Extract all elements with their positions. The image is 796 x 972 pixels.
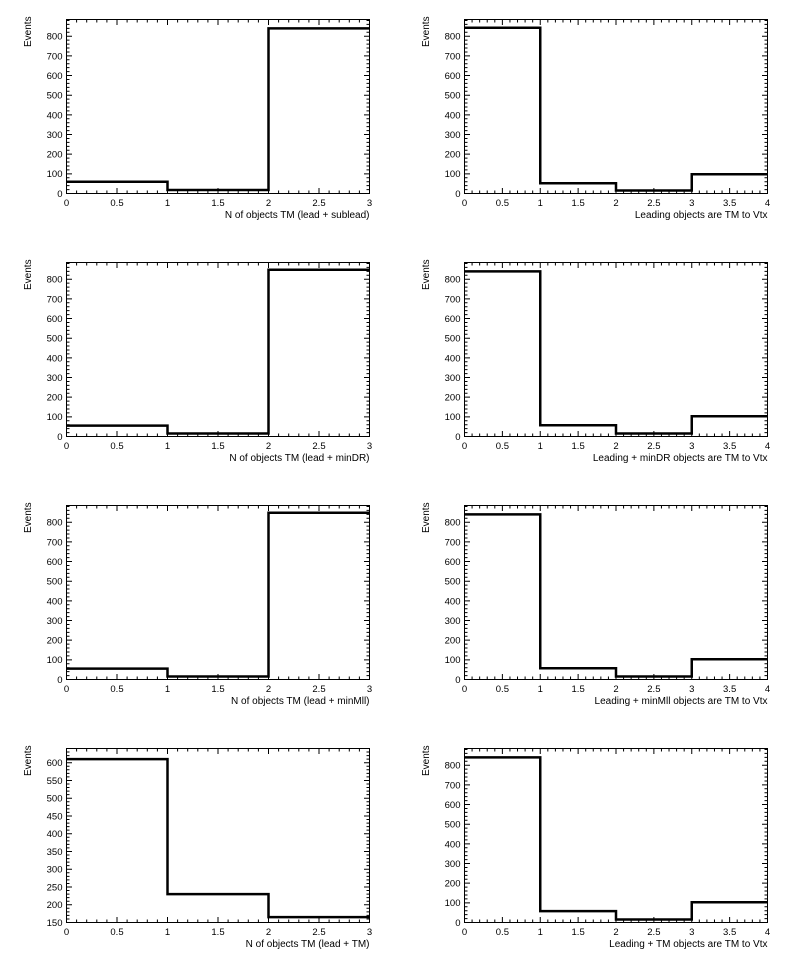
x-tick-label: 3	[366, 684, 373, 695]
y-tick-label: 200	[46, 635, 63, 647]
x-tick-label: 2	[265, 684, 272, 695]
y-tick-label: 300	[444, 129, 461, 141]
histogram-line	[465, 757, 768, 919]
x-tick-label: 0.5	[495, 198, 509, 209]
x-tick-label: 1	[164, 441, 171, 452]
histogram-line	[67, 513, 370, 677]
y-tick-label: 300	[46, 864, 63, 876]
y-tick-label: 150	[46, 917, 63, 929]
axis-ticks	[67, 263, 370, 437]
y-axis-title: Events	[23, 745, 34, 776]
x-tick-label: 3.5	[723, 198, 737, 209]
y-tick-label: 200	[46, 392, 63, 404]
histogram-panel-leading-minmll-tm-to-vtx	[398, 486, 796, 729]
x-tick-label: 3	[689, 684, 695, 695]
x-tick-label: 2	[265, 441, 272, 452]
x-tick-label: 3.5	[723, 441, 737, 452]
x-axis-title: N of objects TM (lead + TM)	[245, 939, 370, 950]
y-tick-label: 800	[444, 760, 461, 772]
x-tick-label: 2.5	[312, 441, 326, 452]
y-tick-label: 700	[46, 51, 63, 63]
x-axis-title: N of objects TM (lead + minDR)	[229, 453, 370, 464]
y-tick-label: 400	[46, 353, 63, 365]
y-tick-label: 400	[444, 839, 461, 851]
y-tick-label: 100	[46, 655, 63, 667]
y-tick-label: 300	[46, 615, 63, 627]
x-tick-label: 0	[63, 441, 70, 452]
x-tick-label: 0	[461, 441, 468, 452]
x-tick-label: 0.5	[495, 684, 509, 695]
plot-frame	[67, 506, 370, 680]
x-tick-label: 2.5	[312, 684, 326, 695]
histogram-canvas-n-objects-tm-lead-sublead	[0, 0, 398, 243]
x-tick-label: 1.5	[571, 441, 585, 452]
axis-ticks	[465, 20, 768, 194]
y-tick-label: 600	[46, 70, 63, 82]
histogram-canvas-leading-tm-tm-to-vtx	[398, 729, 796, 972]
y-tick-label: 500	[444, 90, 461, 102]
y-tick-label: 500	[444, 333, 461, 345]
y-axis-title: Events	[23, 16, 34, 47]
x-tick-label: 0	[461, 927, 468, 938]
histogram-panel-leading-mindr-tm-to-vtx	[398, 243, 796, 486]
y-tick-label: 0	[455, 674, 461, 686]
y-tick-label: 700	[46, 537, 63, 549]
x-tick-label: 3	[366, 441, 373, 452]
x-axis-title: N of objects TM (lead + sublead)	[224, 210, 370, 221]
y-tick-label: 500	[46, 333, 63, 345]
y-tick-label: 350	[46, 846, 63, 858]
x-tick-label: 0.5	[110, 927, 124, 938]
y-tick-label: 0	[57, 431, 63, 443]
y-tick-label: 250	[46, 882, 63, 894]
x-tick-label: 3	[366, 927, 373, 938]
y-tick-label: 400	[46, 596, 63, 608]
y-tick-label: 200	[444, 392, 461, 404]
y-tick-label: 0	[455, 431, 461, 443]
x-tick-label: 2	[265, 927, 272, 938]
y-tick-label: 400	[46, 829, 63, 841]
x-tick-label: 1	[537, 198, 543, 209]
histogram-canvas-leading-minmll-tm-to-vtx	[398, 486, 796, 729]
axis-ticks	[67, 506, 370, 680]
x-axis-title: Leading + minDR objects are TM to Vtx	[592, 453, 768, 464]
histogram-canvas-n-objects-tm-lead-tm	[0, 729, 398, 972]
y-tick-label: 300	[46, 129, 63, 141]
x-tick-label: 2.5	[312, 198, 326, 209]
histogram-line	[67, 28, 370, 190]
x-tick-label: 2	[613, 927, 619, 938]
y-tick-label: 100	[444, 169, 461, 181]
x-tick-label: 3.5	[723, 927, 737, 938]
y-tick-label: 300	[46, 372, 63, 384]
axis-ticks	[67, 20, 370, 194]
y-tick-label: 600	[46, 758, 63, 770]
plot-frame	[67, 749, 370, 923]
histogram-panel-n-objects-tm-lead-mindr	[0, 243, 398, 486]
y-tick-label: 300	[444, 858, 461, 870]
y-tick-label: 400	[444, 110, 461, 122]
y-axis-title: Events	[23, 259, 34, 290]
y-tick-label: 500	[444, 819, 461, 831]
y-axis-title: Events	[421, 745, 432, 776]
x-tick-label: 3	[689, 198, 695, 209]
plot-frame	[465, 749, 768, 923]
x-tick-label: 2.5	[647, 684, 661, 695]
y-tick-label: 0	[455, 917, 461, 929]
histogram-line	[465, 514, 768, 676]
histogram-line	[67, 759, 370, 917]
x-tick-label: 1.5	[211, 441, 225, 452]
x-tick-label: 0	[461, 684, 468, 695]
x-tick-label: 3	[689, 441, 695, 452]
x-tick-label: 0.5	[110, 441, 124, 452]
histogram-panel-n-objects-tm-lead-sublead	[0, 0, 398, 243]
y-tick-label: 700	[444, 780, 461, 792]
y-tick-label: 600	[46, 313, 63, 325]
histogram-canvas-n-objects-tm-lead-minmll	[0, 486, 398, 729]
x-tick-label: 1	[164, 198, 171, 209]
x-axis-title: N of objects TM (lead + minMll)	[231, 696, 370, 707]
y-tick-label: 100	[444, 655, 461, 667]
y-tick-label: 200	[46, 149, 63, 161]
x-tick-label: 1	[164, 927, 171, 938]
y-axis-title: Events	[421, 16, 432, 47]
y-tick-label: 600	[444, 556, 461, 568]
y-tick-label: 500	[46, 793, 63, 805]
y-axis-title: Events	[421, 502, 432, 533]
x-tick-label: 2.5	[647, 198, 661, 209]
x-tick-label: 0	[461, 198, 468, 209]
y-tick-label: 700	[444, 51, 461, 63]
axis-ticks	[465, 506, 768, 680]
plot-frame	[67, 20, 370, 194]
histogram-panel-leading-objects-tm-to-vtx	[398, 0, 796, 243]
y-tick-label: 300	[444, 372, 461, 384]
x-tick-label: 0.5	[110, 684, 124, 695]
y-tick-label: 800	[444, 274, 461, 286]
x-tick-label: 0.5	[495, 927, 509, 938]
histogram-line	[465, 28, 768, 191]
y-tick-label: 0	[455, 188, 461, 200]
y-tick-label: 200	[444, 878, 461, 890]
y-tick-label: 100	[46, 412, 63, 424]
y-tick-label: 200	[444, 635, 461, 647]
x-tick-label: 4	[764, 441, 771, 452]
axis-ticks	[67, 749, 370, 923]
y-tick-label: 600	[444, 799, 461, 811]
x-tick-label: 1.5	[211, 684, 225, 695]
y-tick-label: 200	[444, 149, 461, 161]
y-tick-label: 800	[444, 31, 461, 43]
x-tick-label: 0	[63, 684, 70, 695]
x-tick-label: 3.5	[723, 684, 737, 695]
x-tick-label: 0	[63, 927, 70, 938]
histogram-line	[67, 270, 370, 434]
x-axis-title: Leading + minMll objects are TM to Vtx	[594, 696, 768, 707]
y-axis-title: Events	[421, 259, 432, 290]
x-tick-label: 2.5	[647, 441, 661, 452]
histogram-line	[465, 271, 768, 433]
x-tick-label: 3	[366, 198, 373, 209]
x-tick-label: 4	[764, 198, 771, 209]
x-tick-label: 1.5	[571, 684, 585, 695]
axis-ticks	[465, 749, 768, 923]
x-tick-label: 4	[764, 684, 771, 695]
y-tick-label: 600	[46, 556, 63, 568]
x-tick-label: 0	[63, 198, 70, 209]
plot-frame	[67, 263, 370, 437]
y-tick-label: 800	[46, 31, 63, 43]
y-tick-label: 700	[444, 537, 461, 549]
x-tick-label: 1	[537, 441, 543, 452]
x-tick-label: 2	[613, 684, 619, 695]
x-tick-label: 3	[689, 927, 695, 938]
x-tick-label: 2	[265, 198, 272, 209]
histogram-canvas-n-objects-tm-lead-mindr	[0, 243, 398, 486]
x-tick-label: 1	[537, 684, 543, 695]
x-tick-label: 1.5	[211, 198, 225, 209]
x-tick-label: 1.5	[571, 198, 585, 209]
y-tick-label: 100	[444, 412, 461, 424]
x-tick-label: 1.5	[211, 927, 225, 938]
x-tick-label: 2	[613, 441, 619, 452]
plot-frame	[465, 20, 768, 194]
y-tick-label: 600	[444, 70, 461, 82]
y-axis-title: Events	[23, 502, 34, 533]
x-axis-title: Leading + TM objects are TM to Vtx	[609, 939, 768, 950]
x-tick-label: 1	[537, 927, 543, 938]
x-tick-label: 2.5	[312, 927, 326, 938]
y-tick-label: 600	[444, 313, 461, 325]
histogram-panel-n-objects-tm-lead-tm	[0, 729, 398, 972]
x-axis-title: Leading objects are TM to Vtx	[634, 210, 768, 221]
x-tick-label: 2	[613, 198, 619, 209]
x-tick-label: 0.5	[110, 198, 124, 209]
x-tick-label: 2.5	[647, 927, 661, 938]
y-tick-label: 400	[46, 110, 63, 122]
axis-ticks	[465, 263, 768, 437]
y-tick-label: 100	[46, 169, 63, 181]
x-tick-label: 0.5	[495, 441, 509, 452]
y-tick-label: 300	[444, 615, 461, 627]
y-tick-label: 800	[46, 517, 63, 529]
y-tick-label: 400	[444, 596, 461, 608]
y-tick-label: 500	[444, 576, 461, 588]
histogram-canvas-leading-mindr-tm-to-vtx	[398, 243, 796, 486]
x-tick-label: 4	[764, 927, 771, 938]
x-tick-label: 1	[164, 684, 171, 695]
y-tick-label: 0	[57, 188, 63, 200]
y-tick-label: 700	[46, 294, 63, 306]
x-tick-label: 1.5	[571, 927, 585, 938]
y-tick-label: 800	[444, 517, 461, 529]
histogram-panel-leading-tm-tm-to-vtx	[398, 729, 796, 972]
plot-frame	[465, 263, 768, 437]
y-tick-label: 500	[46, 90, 63, 102]
histogram-canvas-leading-objects-tm-to-vtx	[398, 0, 796, 243]
y-tick-label: 700	[444, 294, 461, 306]
plot-frame	[465, 506, 768, 680]
y-tick-label: 550	[46, 775, 63, 787]
y-tick-label: 100	[444, 898, 461, 910]
y-tick-label: 500	[46, 576, 63, 588]
y-tick-label: 800	[46, 274, 63, 286]
y-tick-label: 200	[46, 900, 63, 912]
y-tick-label: 0	[57, 674, 63, 686]
y-tick-label: 400	[444, 353, 461, 365]
y-tick-label: 450	[46, 811, 63, 823]
histogram-panel-n-objects-tm-lead-minmll	[0, 486, 398, 729]
